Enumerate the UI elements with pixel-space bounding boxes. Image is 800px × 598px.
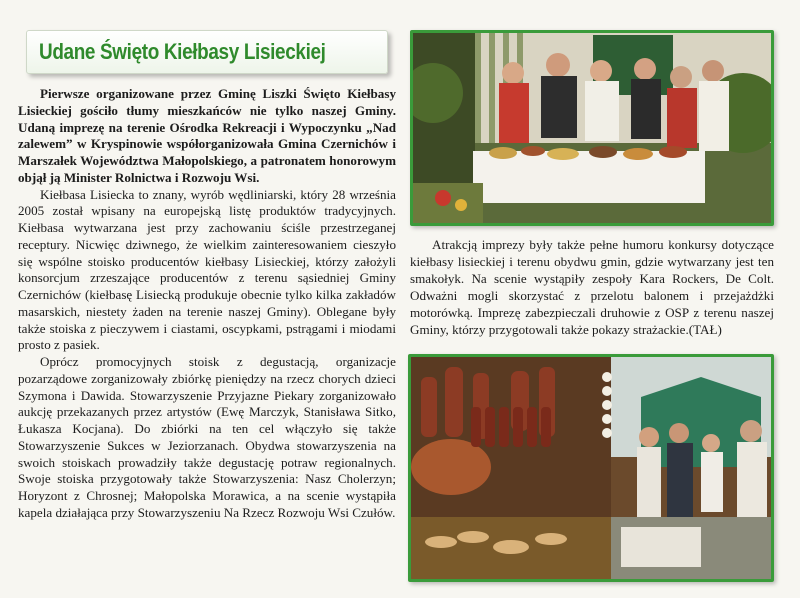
paragraph-kielbasa: Kiełbasa Lisiecka to znany, wyrób wędliniarski, który 28 września 2005 został wpisany na europejską listę produktów tradycyjnych. Kiełbasa wytwarzana jest przy zachowaniu ściśle przestrzeganej receptury. Nicwięc dziwnego, że wielkim zainteresowaniem cieszyło się wspólne stoisko producentów kiełbasy Lisieckiej, którzy założyli konsorcjum zrzeszające producentów z terenu sąsiedniej Gminy Czernichów (kiełbasę Lisiecką produkuje obecnie tylko kilka zakładów masarskich, niestety żaden na terenie naszej Gminy). Oblegane były także stoiska z pieczywem i ciastami, oscypkami, pstrągami i miodami prosto z pasiek. [18,186,396,353]
title-banner [26,30,388,74]
photo-sausage-stall [408,354,774,582]
paragraph-stoiska: Oprócz promocyjnych stoisk z degustacją, organizacje pozarządowe zorganizowały zbiórkę pieniędzy na rzecz chorych dzieci Szymona i Dawida. Stowarzyszenie Przyjazne Piekary zorganizowało aukcję przekazanych przez artystów (Ewę Marczyk, Stanisława Sitko, Łukasza Kocjana). Do zbiórki na ten cel włączyło się także Stowarzyszenie Sukces w Jeziorzanach. Obydwa stowarzyszenia na swoich stoiskach prowadziły także degustację potraw regionalnych. Swoje stoiska przygotowały także Stowarzyszenia: Nasz Cholerzyn; Horyzont z Chrosnej; Małopolska Morawica, a na scenie wystąpiła kapela działająca przy Stowarzyszeniu Na Rzecz Rozwoju Wsi Czułów. [18,354,396,520]
photo-folk-women-table [410,30,774,226]
right-column-text [410,237,774,338]
left-column [18,86,396,522]
article-title: Udane Święto Kiełbasy Lisieckiej [39,39,326,64]
paragraph-atrakcje: Atrakcją imprezy były także pełne humoru konkursy dotyczące kiełbasy lisieckiej i terenu obydwu gmin, gdzie wytwarzany jest ten smakołyk. Na scenie wystąpiły zespoły Kara Rockers, De Colt. Odważni mogli skorzystać z przelotu balonem i przejażdżki motorówką. Imprezę zabezpieczali druhowie z OSP z terenu naszej Gminy, którzy przygotowali także pokazy strażackie.(TAŁ) [410,237,774,337]
lead-paragraph: Pierwsze organizowane przez Gminę Liszki Święto Kiełbasy Lisieckiej gościło tłumy mieszkańców nie tylko naszej Gminy. Udaną imprezę na terenie Ośrodka Rekreacji i Wypoczynku „Nad zalewem” w Kryspinowie współorganizowała Gmina Czernichów i Marszałek Województwa Małopolskiego, a patronatem honorowym objął ją Minister Rolnictwa i Rozwoju Wsi. [18,86,396,185]
